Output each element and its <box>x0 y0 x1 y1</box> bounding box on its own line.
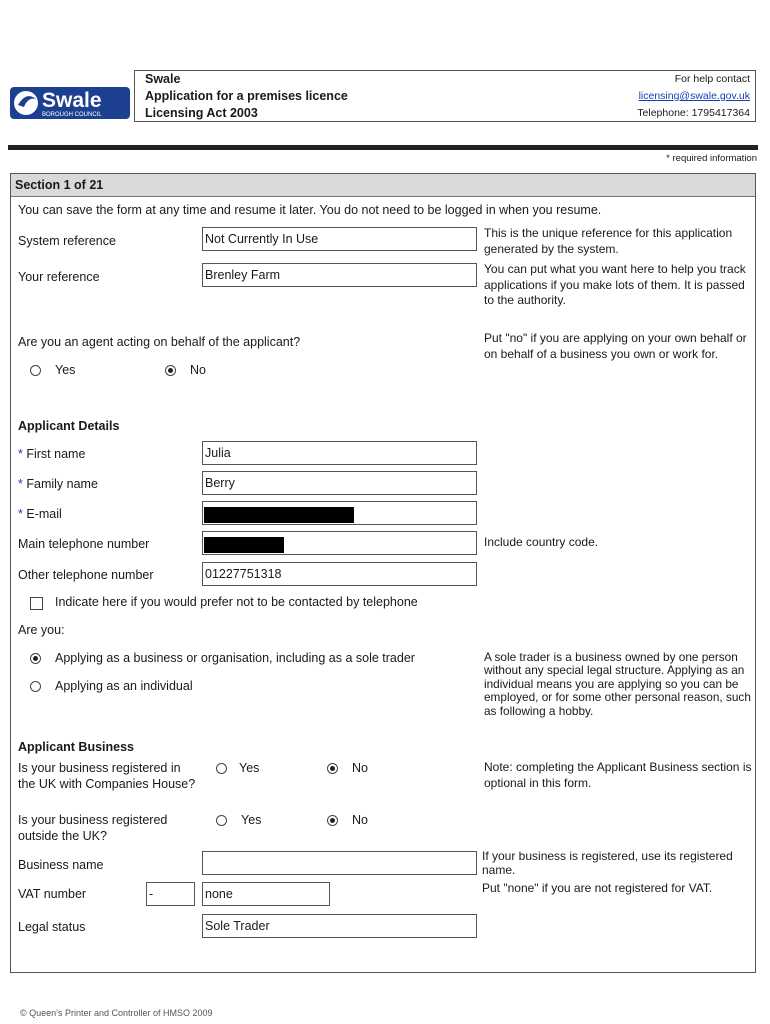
your-reference-help: You can put what you want here to help you track applications if you make lots of them. It is passed to the authority. <box>484 262 746 307</box>
no-telephone-contact-label: Indicate here if you would prefer not to be contacted by telephone <box>55 595 418 609</box>
act-name: Licensing Act 2003 <box>145 106 258 120</box>
required-star: * <box>18 507 23 521</box>
are-you-label: Are you: <box>18 623 65 637</box>
email-field[interactable] <box>202 501 477 525</box>
logo-graphic <box>10 85 130 121</box>
system-reference-label: System reference <box>18 234 116 248</box>
registered-uk-no-label: No <box>352 761 368 775</box>
your-reference-field[interactable]: Brenley Farm <box>202 263 477 287</box>
individual-option-radio[interactable] <box>30 681 41 692</box>
other-telephone-field[interactable]: 01227751318 <box>202 562 477 586</box>
logo-text: Swale <box>42 89 102 112</box>
swale-logo <box>10 85 130 121</box>
system-reference-field[interactable]: Not Currently In Use <box>202 227 477 251</box>
first-name-label: * First name <box>18 447 86 461</box>
main-telephone-help: Include country code. <box>484 535 599 549</box>
business-option-label: Applying as a business or organisation, including as a sole trader <box>55 651 415 665</box>
registered-outside-no-radio[interactable] <box>327 815 338 826</box>
business-name-label: Business name <box>18 858 104 872</box>
system-reference-help: This is the unique reference for this application generated by the system. <box>484 226 733 256</box>
legal-status-field[interactable]: Sole Trader <box>202 914 477 938</box>
agent-no-radio[interactable] <box>165 365 176 376</box>
vat-prefix-field[interactable]: - <box>146 882 195 906</box>
family-name-label: * Family name <box>18 477 98 491</box>
registered-uk-yes-label: Yes <box>239 761 260 775</box>
are-you-help: A sole trader is a business owned by one person without any special legal structure. Applying as an individual means you are applying so you can be employed, or for some other personal reason, such as following a hobby. <box>484 650 751 718</box>
required-star: * <box>18 447 23 461</box>
main-telephone-label: Main telephone number <box>18 537 150 551</box>
family-name-field[interactable]: Berry <box>202 471 477 495</box>
agent-yes-label: Yes <box>55 363 76 377</box>
other-telephone-label: Other telephone number <box>18 568 154 582</box>
required-note: * required information <box>666 153 757 164</box>
legal-status-label: Legal status <box>18 920 86 934</box>
vat-number-label: VAT number <box>18 887 87 901</box>
header-box <box>134 70 756 122</box>
help-email-link[interactable]: licensing@swale.gov.uk <box>638 90 750 102</box>
your-reference-label: Your reference <box>18 270 100 284</box>
org-name: Swale <box>145 72 181 86</box>
business-name-help: If your business is registered, use its registered name. <box>482 849 733 877</box>
business-name-field[interactable] <box>202 851 477 875</box>
section-1 <box>10 173 756 973</box>
help-telephone: Telephone: 1795417364 <box>637 107 750 119</box>
individual-option-label: Applying as an individual <box>55 679 193 693</box>
vat-help: Put "none" if you are not registered for VAT. <box>482 881 713 895</box>
section-intro: You can save the form at any time and resume it later. You do not need to be logged in when you resume. <box>18 203 602 217</box>
form-title: Application for a premises licence <box>145 89 348 103</box>
agent-no-label: No <box>190 363 206 377</box>
agent-yes-radio[interactable] <box>30 365 41 376</box>
registered-outside-yes-radio[interactable] <box>216 815 227 826</box>
business-option-radio[interactable] <box>30 653 41 664</box>
applicant-details-heading: Applicant Details <box>18 419 120 433</box>
registered-outside-yes-label: Yes <box>241 813 262 827</box>
first-name-field[interactable]: Julia <box>202 441 477 465</box>
logo-subtext: BOROUGH COUNCIL <box>42 112 102 118</box>
help-label: For help contact <box>674 73 750 85</box>
copyright-footer: © Queen’s Printer and Controller of HMSO 2009 <box>20 1008 213 1018</box>
vat-number-field[interactable]: none <box>202 882 330 906</box>
applicant-business-heading: Applicant Business <box>18 740 134 754</box>
main-telephone-field[interactable] <box>202 531 477 555</box>
agent-question: Are you an agent acting on behalf of the applicant? <box>18 335 301 349</box>
registered-uk-no-radio[interactable] <box>327 763 338 774</box>
agent-help: Put "no" if you are applying on your own behalf or on behalf of a business you own or work for. <box>484 331 747 361</box>
applicant-business-note: Note: completing the Applicant Business section is optional in this form. <box>484 760 752 790</box>
registered-outside-question: Is your business registered outside the UK? <box>18 813 168 843</box>
registered-outside-no-label: No <box>352 813 368 827</box>
redaction-bar <box>204 537 284 553</box>
registered-uk-yes-radio[interactable] <box>216 763 227 774</box>
redaction-bar <box>204 507 354 523</box>
email-label: * E-mail <box>18 507 62 521</box>
registered-uk-question: Is your business registered in the UK with Companies House? <box>18 761 196 791</box>
required-star: * <box>18 477 23 491</box>
section-title: Section 1 of 21 <box>11 174 755 197</box>
header-rule <box>8 145 758 150</box>
no-telephone-contact-checkbox[interactable] <box>30 597 43 610</box>
